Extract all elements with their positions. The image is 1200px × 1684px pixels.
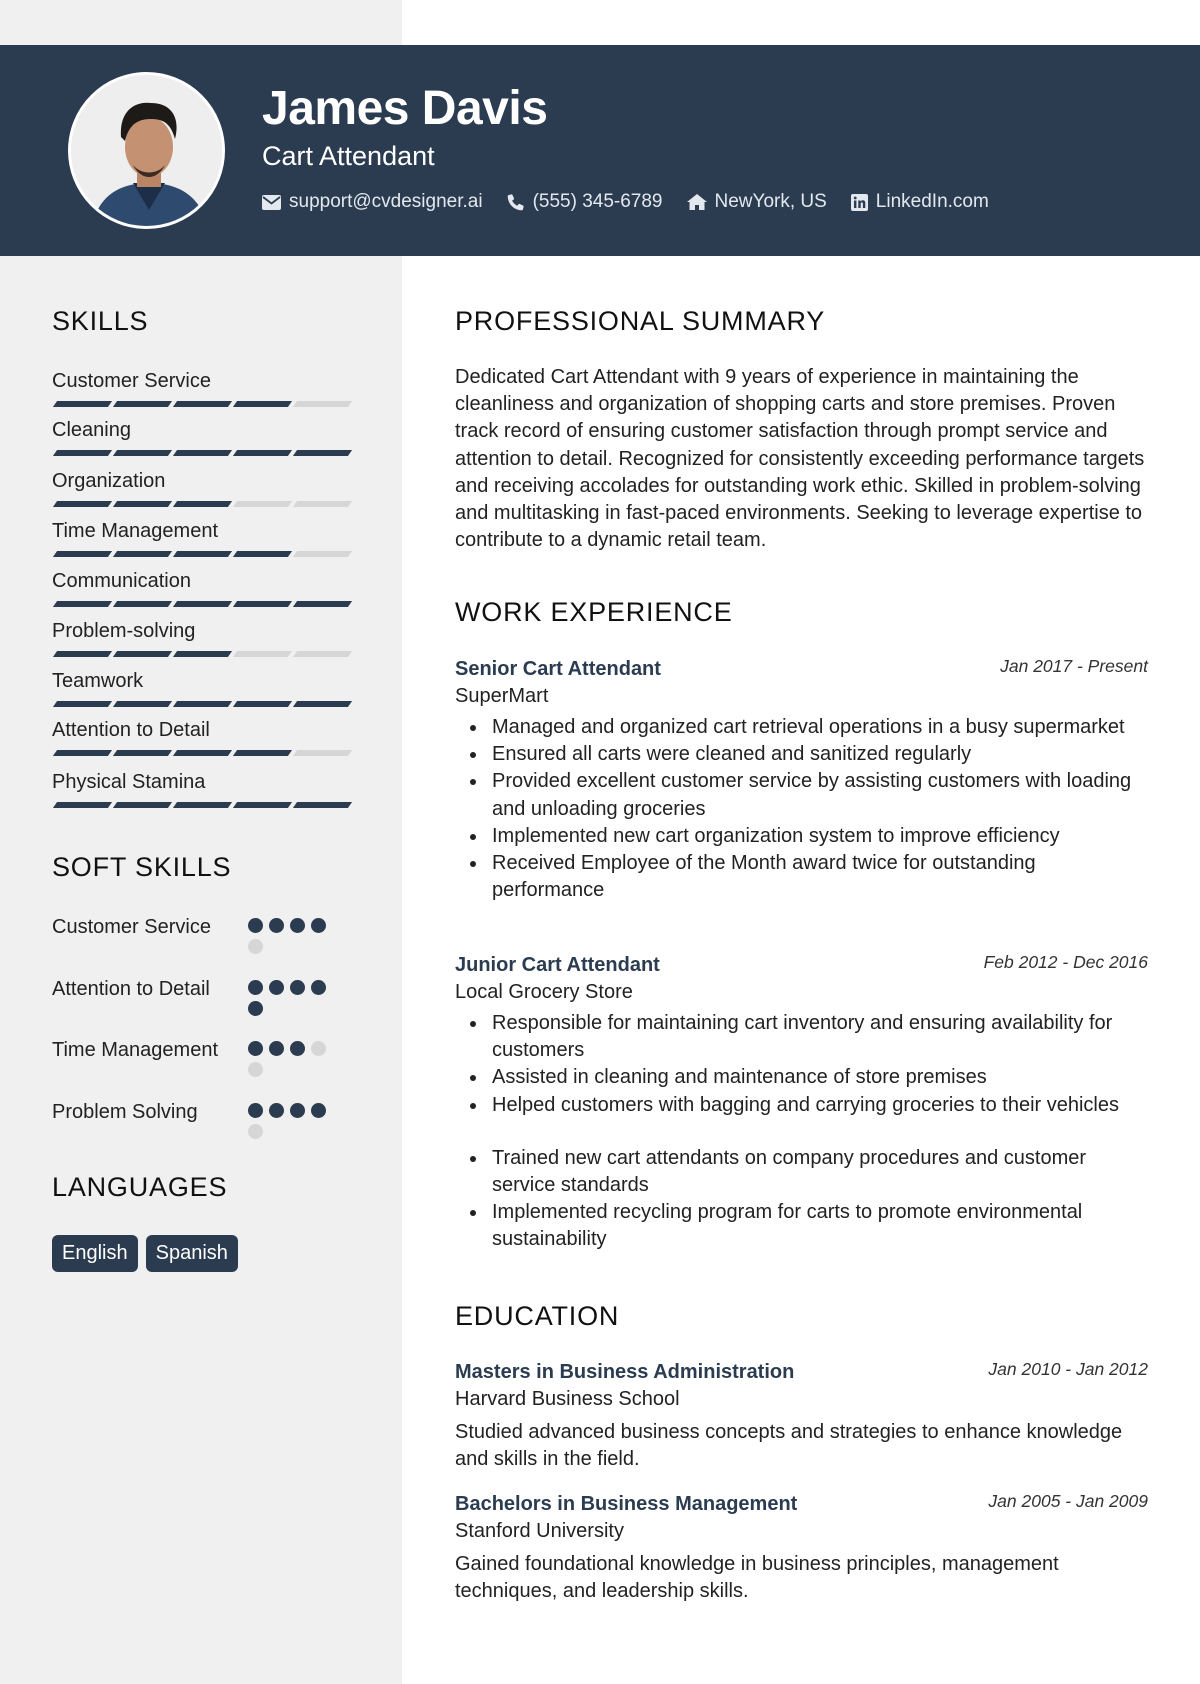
skill-level-segment	[233, 601, 292, 607]
soft-skill-item	[52, 1037, 352, 1064]
rating-dot	[269, 1103, 284, 1118]
skill-level-segment	[53, 802, 112, 808]
candidate-name: James Davis	[262, 82, 548, 135]
contact-email[interactable]	[262, 191, 483, 213]
school-name: Stanford University	[455, 1520, 624, 1542]
skill-level-bar	[55, 501, 350, 507]
skill-level-segment	[173, 551, 232, 557]
skill-level-segment	[113, 601, 172, 607]
skill-label: Cleaning	[52, 419, 131, 441]
school-name: Harvard Business School	[455, 1388, 680, 1410]
degree-title: Masters in Business Administration	[455, 1361, 795, 1383]
list-item: Trained new cart attendants on company procedures and customer service standards	[455, 1145, 1148, 1199]
contact-list	[262, 191, 989, 213]
soft-skill-label: Customer Service	[52, 916, 211, 938]
skill-level-segment	[113, 750, 172, 756]
summary-heading: PROFESSIONAL SUMMARY	[455, 306, 826, 336]
skill-level-segment	[173, 701, 232, 707]
skill-level-bar	[55, 701, 350, 707]
education-entry	[455, 1493, 1148, 1605]
candidate-title: Cart Attendant	[262, 141, 435, 171]
job-entry	[455, 658, 1148, 904]
rating-dot	[269, 980, 284, 995]
rating-dot	[248, 1041, 263, 1056]
job-title: Senior Cart Attendant	[455, 658, 661, 680]
list-item: Provided excellent customer service by assisting customers with loading and unloading groceries	[455, 768, 1148, 822]
list-item: Implemented recycling program for carts to promote environmental sustainability	[455, 1199, 1148, 1253]
skill-level-segment	[173, 401, 232, 407]
list-item: Received Employee of the Month award twice for outstanding performance	[455, 850, 1148, 904]
list-item: Responsible for maintaining cart inventory and ensuring availability for customers	[455, 1010, 1148, 1064]
skill-level-segment	[53, 651, 112, 657]
skill-level-segment	[233, 750, 292, 756]
skill-level-segment	[53, 551, 112, 557]
soft-skills-section	[52, 852, 352, 1123]
education-heading: EDUCATION	[455, 1301, 620, 1331]
skill-level-bar	[55, 601, 350, 607]
skill-level-segment	[53, 701, 112, 707]
skill-level-segment	[113, 701, 172, 707]
education-entry	[455, 1361, 1148, 1473]
skill-item	[52, 670, 352, 693]
language-badge: English	[52, 1235, 138, 1272]
rating-dot	[248, 939, 263, 954]
soft-skill-item	[52, 914, 352, 941]
language-badge: Spanish	[146, 1235, 238, 1272]
list-item: Implemented new cart organization system to improve efficiency	[455, 823, 1148, 850]
language-list	[52, 1235, 238, 1272]
skill-level-segment	[233, 802, 292, 808]
skill-level-segment	[293, 501, 352, 507]
summary-section	[455, 306, 1148, 554]
skill-level-segment	[233, 501, 292, 507]
header-banner	[0, 45, 1200, 256]
skill-level-segment	[233, 401, 292, 407]
job-bullets	[455, 714, 1148, 904]
skills-heading: SKILLS	[52, 306, 149, 336]
skill-level-segment	[173, 750, 232, 756]
soft-skill-item	[52, 1099, 352, 1126]
skill-item	[52, 771, 352, 794]
skill-level-segment	[173, 450, 232, 456]
soft-skill-rating	[248, 980, 338, 1016]
phone-icon	[507, 193, 525, 211]
rating-dot	[248, 1124, 263, 1139]
skill-level-bar	[55, 450, 350, 456]
rating-dot	[248, 918, 263, 933]
skill-level-segment	[293, 651, 352, 657]
skill-level-segment	[53, 450, 112, 456]
list-item: Helped customers with bagging and carrying groceries to their vehicles	[455, 1092, 1148, 1119]
skill-level-bar	[55, 401, 350, 407]
skill-item	[52, 419, 352, 442]
rating-dot	[290, 1041, 305, 1056]
education-description: Gained foundational knowledge in business principles, management techniques, and leadership skills.	[455, 1553, 1059, 1603]
skill-level-segment	[113, 651, 172, 657]
rating-dot	[290, 980, 305, 995]
soft-skill-item	[52, 976, 352, 1003]
skill-level-segment	[293, 401, 352, 407]
skill-label: Teamwork	[52, 670, 144, 692]
skill-level-segment	[293, 601, 352, 607]
rating-dot	[269, 1041, 284, 1056]
skill-level-segment	[173, 651, 232, 657]
soft-skill-label: Attention to Detail	[52, 978, 210, 1000]
rating-dot	[248, 1062, 263, 1077]
rating-dot	[290, 1103, 305, 1118]
skill-item	[52, 520, 352, 543]
skill-item	[52, 570, 352, 593]
contact-location-text: NewYork, US	[714, 191, 827, 212]
education-dates: Jan 2010 - Jan 2012	[988, 1359, 1148, 1379]
skill-label: Problem-solving	[52, 620, 196, 642]
rating-dot	[248, 980, 263, 995]
rating-dot	[311, 918, 326, 933]
skill-level-segment	[53, 401, 112, 407]
soft-skill-rating	[248, 1103, 338, 1139]
skill-level-segment	[233, 651, 292, 657]
skill-level-segment	[233, 450, 292, 456]
skill-level-segment	[173, 802, 232, 808]
soft-skill-label: Time Management	[52, 1039, 218, 1061]
skill-level-segment	[173, 501, 232, 507]
skill-level-segment	[233, 551, 292, 557]
job-title: Junior Cart Attendant	[455, 954, 660, 976]
skill-item	[52, 370, 352, 393]
job-entry	[455, 954, 1148, 1254]
education-dates: Jan 2005 - Jan 2009	[988, 1491, 1148, 1511]
skill-item	[52, 470, 352, 493]
soft-skill-label: Problem Solving	[52, 1101, 198, 1123]
skills-section	[52, 306, 352, 793]
skill-level-bar	[55, 750, 350, 756]
list-item: Assisted in cleaning and maintenance of store premises	[455, 1064, 1148, 1091]
list-item: Ensured all carts were cleaned and sanitized regularly	[455, 741, 1148, 768]
job-bullets	[455, 1010, 1148, 1119]
envelope-icon	[262, 195, 281, 210]
contact-location	[687, 191, 827, 213]
skill-level-segment	[113, 551, 172, 557]
skill-label: Time Management	[52, 520, 218, 542]
skill-level-segment	[53, 750, 112, 756]
education-section	[455, 1301, 1148, 1603]
rating-dot	[311, 1103, 326, 1118]
linkedin-icon	[851, 194, 868, 211]
skill-level-segment	[293, 701, 352, 707]
job-company: SuperMart	[455, 685, 549, 707]
skill-level-segment	[53, 601, 112, 607]
skill-level-segment	[293, 750, 352, 756]
rating-dot	[311, 980, 326, 995]
experience-section	[455, 597, 1148, 1251]
rating-dot	[269, 918, 284, 933]
skill-level-segment	[293, 450, 352, 456]
job-dates: Jan 2017 - Present	[1000, 656, 1148, 676]
soft-skill-rating	[248, 918, 338, 954]
skill-label: Organization	[52, 470, 166, 492]
skill-level-segment	[233, 701, 292, 707]
skill-level-segment	[113, 401, 172, 407]
skill-level-segment	[293, 802, 352, 808]
job-bullets-extra	[455, 1145, 1148, 1254]
skill-label: Customer Service	[52, 370, 211, 392]
home-icon	[687, 194, 707, 210]
languages-heading: LANGUAGES	[52, 1172, 228, 1202]
avatar	[68, 72, 225, 229]
contact-linkedin-text: LinkedIn.com	[875, 191, 989, 212]
skill-level-segment	[173, 601, 232, 607]
skill-level-bar	[55, 802, 350, 808]
skill-item	[52, 620, 352, 643]
job-company: Local Grocery Store	[455, 981, 633, 1003]
contact-email-text: support@cvdesigner.ai	[289, 191, 483, 212]
summary-text: Dedicated Cart Attendant with 9 years of experience in maintaining the cleanliness and organization of shopping carts and store premises. Proven track record of ensuring customer satisfaction through prompt service and attention to detail. Recognized for consistently exceeding performance targets and receiving accolades for outstanding work ethic. Skilled in problem-solving and multitasking in fast-paced environments. Seeking to leverage expertise to contribute to a dynamic retail team.	[455, 366, 1145, 552]
contact-phone-text: (555) 345-6789	[532, 191, 663, 212]
soft-skill-rating	[248, 1041, 338, 1077]
skill-label: Physical Stamina	[52, 771, 206, 793]
skill-item	[52, 719, 352, 742]
contact-phone[interactable]	[507, 191, 663, 213]
skill-label: Communication	[52, 570, 191, 592]
skill-level-segment	[113, 450, 172, 456]
skill-level-bar	[55, 551, 350, 557]
education-description: Studied advanced business concepts and strategies to enhance knowledge and skills in the field.	[455, 1421, 1123, 1471]
skill-level-segment	[293, 551, 352, 557]
rating-dot	[248, 1001, 263, 1016]
experience-heading: WORK EXPERIENCE	[455, 597, 733, 627]
languages-section	[52, 1172, 352, 1264]
skill-level-segment	[53, 501, 112, 507]
job-dates: Feb 2012 - Dec 2016	[983, 952, 1148, 972]
soft-skills-heading: SOFT SKILLS	[52, 852, 232, 882]
rating-dot	[290, 918, 305, 933]
skill-label: Attention to Detail	[52, 719, 210, 741]
skill-level-segment	[113, 802, 172, 808]
list-item: Managed and organized cart retrieval operations in a busy supermarket	[455, 714, 1148, 741]
contact-linkedin[interactable]	[851, 191, 989, 213]
skill-level-segment	[113, 501, 172, 507]
rating-dot	[248, 1103, 263, 1118]
degree-title: Bachelors in Business Management	[455, 1493, 798, 1515]
skill-level-bar	[55, 651, 350, 657]
rating-dot	[311, 1041, 326, 1056]
